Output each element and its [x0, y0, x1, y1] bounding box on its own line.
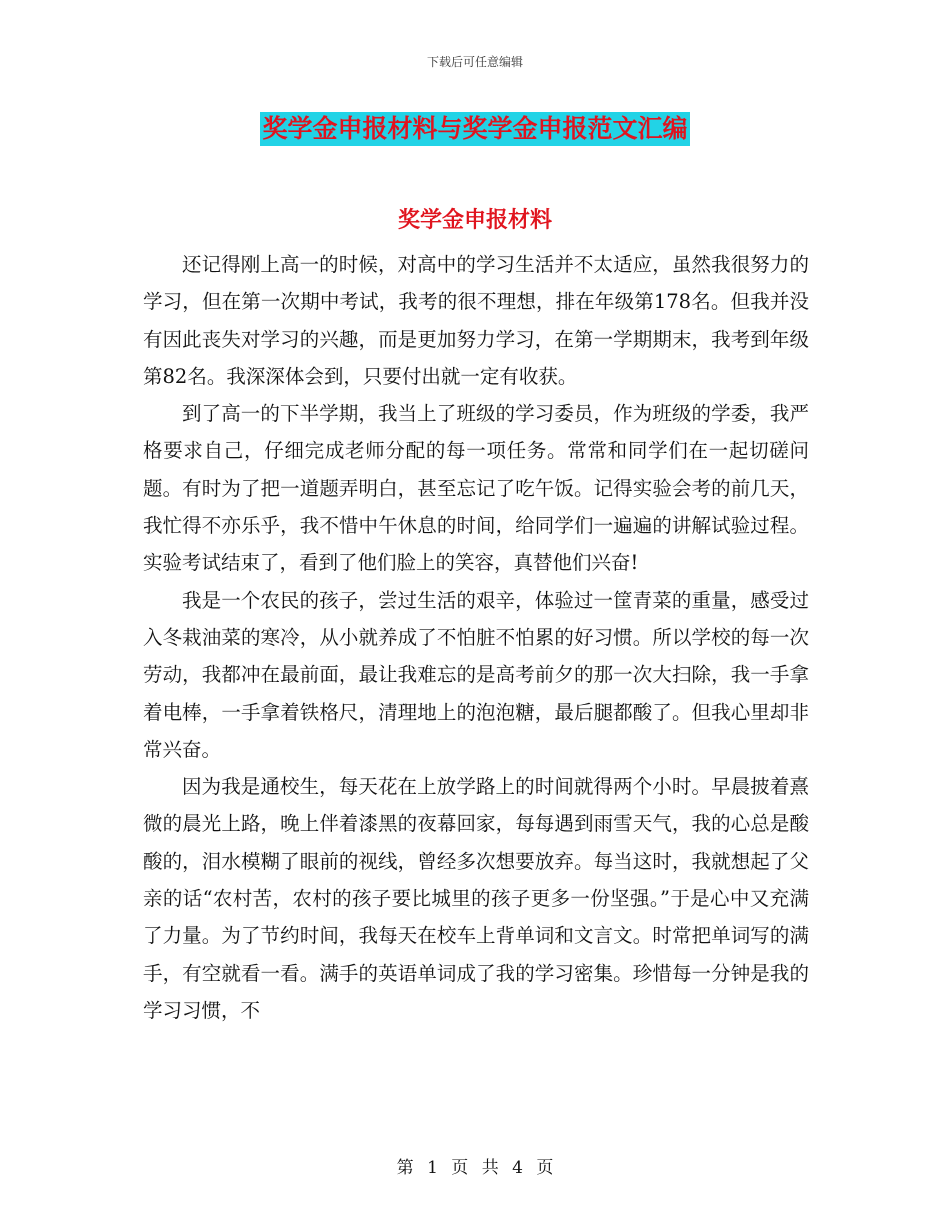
paragraph: 我是一个农民的孩子，尝过生活的艰辛，体验过一筐青菜的重量，感受过入冬栽油菜的寒冷，从小就养成了不怕脏不怕累的好习惯。所以学校的每一次劳动，我都冲在最前面，最让我难忘的是高考前夕的那一次大扫除，我一手拿着电棒，一手拿着铁格尺，清理地上的泡泡糖，最后腿都酸了。但我心里却非常兴奋。 — [143, 588, 809, 761]
header-note: 下载后可任意编辑 — [426, 55, 523, 69]
section-title: 奖学金申报材料 — [397, 207, 552, 233]
paragraph: 因为我是通校生，每天花在上放学路上的时间就得两个小时。早晨披着熹微的晨光上路，晚上伴着漆黑的夜幕回家，每每遇到雨雪天气，我的心总是酸酸的，泪水模糊了眼前的视线，曾经多次想要放弃。每当这时，我就想起了父亲的话“农村苦，农村的孩子要比城里的孩子更多一份坚强。”于是心中又充满了力量。为了节约时间，我每天在校车上背单词和文言文。时常把单词写的满手，有空就看一看。满手的英语单词成了我的学习密集。珍惜每一分钟是我的学习习惯，不 — [143, 775, 809, 1022]
document-title-block — [0, 112, 950, 146]
paragraph: 还记得刚上高一的时候，对高中的学习生活并不太适应，虽然我很努力的学习，但在第一次期中考试，我考的很不理想，排在年级第178名。但我并没有因此丧失对学习的兴趣，而是更加努力学习，在第一学期期末，我考到年级第82名。我深深体会到，只要付出就一定有收获。 — [143, 253, 809, 388]
body-text — [143, 246, 809, 1029]
paragraph: 到了高一的下半学期，我当上了班级的学习委员，作为班级的学委，我严格要求自己，仔细完成老师分配的每一项任务。常常和同学们在一起切磋问题。有时为了把一道题弄明白，甚至忘记了吃午饭。记得实验会考的前几天，我忙得不亦乐乎，我不惜中午休息的时间，给同学们一遍遍的讲解试验过程。实验考试结束了，看到了他们脸上的笑容，真替他们兴奋! — [143, 402, 809, 575]
page-footer: 第 1 页 共 4 页 — [396, 1158, 554, 1178]
document-title: 奖学金申报材料与奖学金申报范文汇编 — [260, 112, 689, 146]
